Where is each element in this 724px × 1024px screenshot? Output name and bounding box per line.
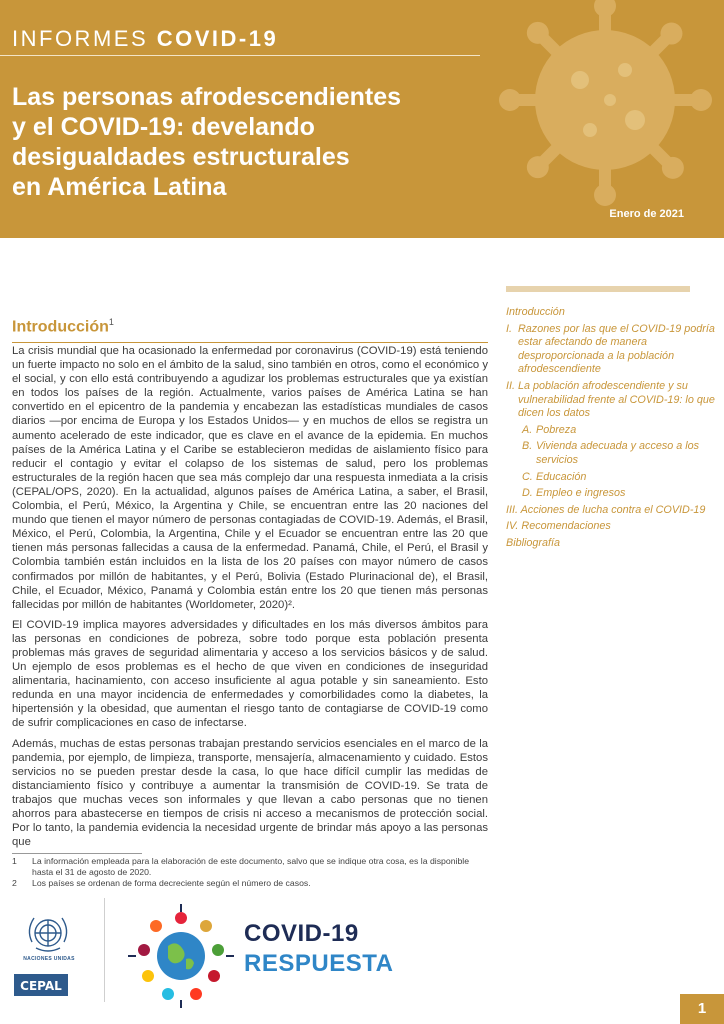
coronavirus-icon — [475, 0, 724, 238]
covid-response-emblem-icon — [128, 904, 234, 1008]
toc-subitem-a[interactable]: A. Pobreza — [522, 423, 577, 436]
header-banner — [0, 0, 724, 238]
toc-bar — [506, 286, 690, 292]
paragraph: El COVID-19 implica mayores adversidades y dificultades en los más diversos ámbitos para las personas en condiciones de pobreza, sobre todo porque esta población presenta problemas más graves de seguridad alimentaria y acceso a los servicios básicos y de salud. Un ejemplo de esos problemas es el hecho de que viven en condiciones de inseguridad alimentaria, hacinamiento, con acceso insuficiente al agua potable y sin saneamiento. Esto redunda en una mayor incidencia de enfermedades y comorbilidades como la diabetes, la hipertensión y la obesidad, que aumentan el riesgo tanto de contagiarse de COVID-19 como de sufrir complicaciones en caso de infectarse. — [12, 618, 488, 730]
toc-item-bibliography[interactable]: Bibliografía — [506, 536, 561, 549]
intro-body — [12, 344, 488, 855]
toc-item-4[interactable]: IV. Recomendaciones — [506, 520, 611, 533]
heading-divider — [12, 342, 488, 343]
toc-item-intro[interactable]: Introducción — [506, 306, 565, 318]
series-label: INFORMES COVID-19 — [12, 26, 279, 51]
covid-title: COVID-19 — [244, 920, 359, 947]
publication-date: Enero de 2021 — [609, 208, 684, 220]
footnote-divider — [12, 853, 142, 854]
footnote: 1 La información empleada para la elaboración de este documento, salvo que se indique otra cosa, es la disponible hasta el 31 de agosto de 2020. — [12, 856, 470, 877]
paragraph: Además, muchas de estas personas trabajan prestando servicios esenciales en el marco de la pandemia, por ejemplo, de limpieza, transporte, mensajería, almacenamiento y cuidado. Estos servicios no se pueden prestar desde la casa, lo que hace difícil cumplir las medidas de distanciamiento físico y contribuye a aumentar la transmisión de COVID-19. Se trata de trabajos que muchas veces son informales y que llevan a cabo personas que no tienen ahorros para abastecerse en tiempos de crisis ni acceso a mecanismos de protección social. Por lo tanto, la pandemia evidencia la necesidad urgente de brindar más apoyo a las personas que — [12, 737, 488, 849]
document-title: Las personas afrodescendientes y el COVID-19: develando desigualdades estructurales en América Latina — [12, 83, 402, 201]
toc-item-3[interactable]: III. Acciones de lucha contra el COVID-19 — [506, 503, 706, 516]
footnote: 2 Los países se ordenan de forma decreciente según el número de casos. — [12, 878, 311, 888]
series-divider — [0, 55, 480, 56]
footnote-ref[interactable]: 1 — [108, 317, 114, 327]
toc-subitem-c[interactable]: C. Educación — [522, 470, 587, 483]
toc-item-1[interactable]: I. Razones por las que el COVID-19 podría estar afectando de manera desproporcionada a la población afrodescendiente — [506, 322, 715, 376]
toc-item-2[interactable]: II. La población afrodescendiente y su vulnerabilidad frente al COVID-19: lo que dicen los datos — [506, 379, 715, 420]
intro-heading: Introducción$^1$ — [12, 317, 114, 336]
logo-divider — [104, 898, 105, 1002]
paragraph: La crisis mundial que ha ocasionado la enfermedad por coronavirus (COVID-19) está teniendo un fuerte impacto no solo en el ámbito de la salud, sino también en otros, como el económico y el social, y con ello está contribuyendo a agudizar los problemas estructurales que ya existían en todos los países de la región. Actualmente, varios países de América Latina se han convertido en el epicentro de la pandemia y encabezan las estadísticas mundiales de casos diarios —por encima de Europa y los Estados Unidos— y en muchos de ellos se registra un aumento acelerado de este indicador, que es clave en el avance de la epidemia. En muchos países de la América Latina y el Caribe se establecieron medidas de aislamiento físico para reducir el contagio y evitar el colapso de los sistemas de salud, pero los problemas estructurales de la región hacen que sea más complejo dar una respuesta inmediata a la crisis (CEPAL/OPS, 2020). En la actualidad, algunos países de América Latina, a saber, el Brasil, Colombia, el Perú, México, la Argentina y Chile, se encuentran entre las 20 naciones del mundo que tienen el mayor número de personas contagiadas de COVID-19. Además, el Brasil, México, el Perú, Colombia, la Argentina, Chile y el Ecuador se encuentran entre las 20 que tienen más personas fallecidas a causa de la enfermedad. Panamá, Chile, el Perú, el Brasil y Colombia también están incluidos en la lista de los 20 países con mayor número de casos confirmados por millón de habitantes, y el Perú, Bolivia (Estado Plurinacional de), el Brasil, Chile, el Ecuador, México, Panamá y Colombia están entre los 20 que tienen más personas fallecidas por millón de habitantes (Worldometer, 2020)². — [12, 345, 488, 611]
cepal-logo — [14, 974, 68, 996]
footnotes — [12, 856, 488, 889]
un-emblem-icon — [18, 912, 78, 956]
svg-text:CEPAL: CEPAL — [20, 979, 62, 993]
covid-subtitle: RESPUESTA — [244, 950, 394, 977]
toc-subitem-b[interactable]: B. Vivienda adecuada y acceso a los servicios — [522, 440, 700, 466]
page-number: 1 — [697, 1000, 707, 1017]
toc-subitem-d[interactable]: D. Empleo e ingresos — [522, 487, 626, 500]
un-name: NACIONES UNIDAS — [23, 956, 75, 962]
table-of-contents — [506, 306, 716, 554]
